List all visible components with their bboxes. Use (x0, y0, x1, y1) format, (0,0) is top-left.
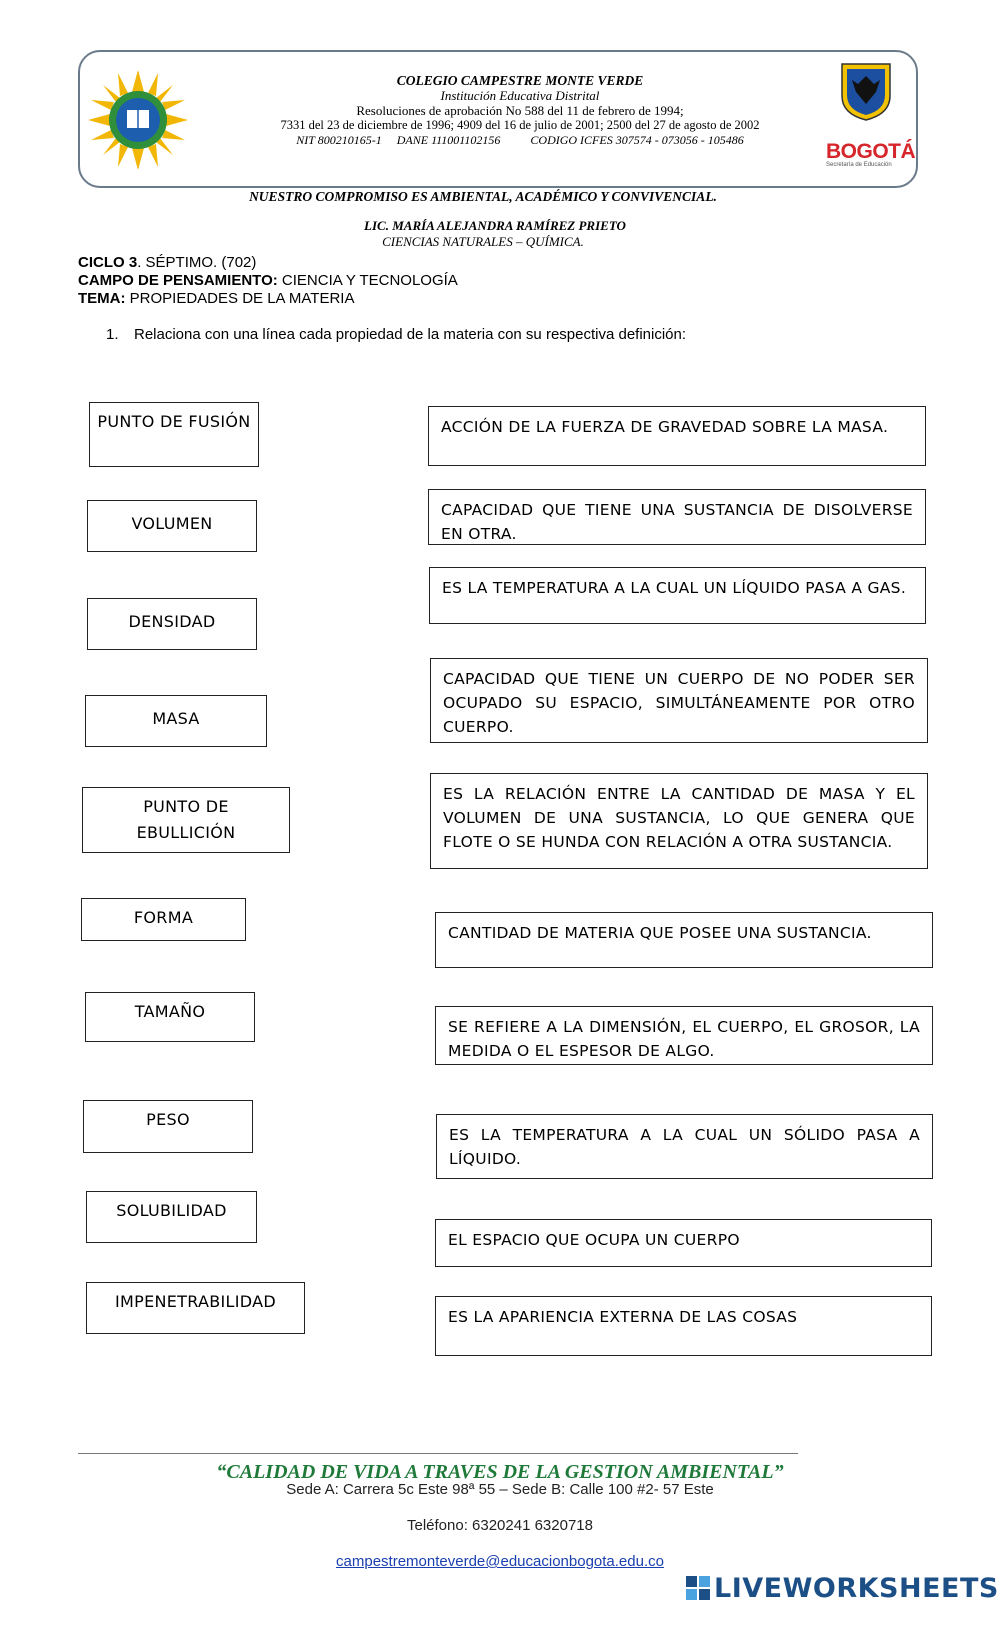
property-box-peso[interactable] (83, 1100, 253, 1153)
definition-box-4[interactable] (430, 658, 928, 743)
property-label: VOLUMEN (131, 514, 213, 533)
tema-line (78, 290, 354, 308)
definition-box-1[interactable] (428, 406, 926, 466)
footer-email-link[interactable]: campestremonteverde@educacionbogota.edu.co (336, 1553, 664, 1570)
property-box-densidad[interactable] (87, 598, 257, 650)
bogota-logo: BOGOTÁ (826, 140, 916, 163)
definition-box-6[interactable] (435, 912, 933, 968)
instruction-number: 1. (106, 326, 119, 343)
property-label: MASA (152, 709, 200, 728)
property-label: FORMA (133, 908, 194, 927)
definition-box-8[interactable] (436, 1114, 933, 1179)
property-label: IMPENETRABILIDAD (115, 1292, 276, 1311)
property-box-impenetrabilidad[interactable] (86, 1282, 305, 1334)
definition-text: ES LA APARIENCIA EXTERNA DE LAS COSAS (448, 1308, 798, 1326)
bogota-logo-subtitle: Secretaría de Educación (826, 162, 892, 168)
definition-text: EL ESPACIO QUE OCUPA UN CUERPO (448, 1231, 740, 1249)
property-box-solubilidad[interactable] (86, 1191, 257, 1243)
bogota-shield-icon (838, 60, 894, 122)
subject-name: CIENCIAS NATURALES – QUÍMICA. (382, 234, 584, 249)
school-logo (88, 70, 188, 170)
definition-text: ES LA TEMPERATURA A LA CUAL UN LÍQUIDO PASA A GAS. (442, 579, 907, 597)
liveworksheets-brand: LIVEWORKSHEETS (714, 1573, 999, 1604)
definition-text: ACCIÓN DE LA FUERZA DE GRAVEDAD SOBRE LA MASA. (441, 418, 889, 436)
ciclo-value: . SÉPTIMO. (702) (137, 254, 257, 271)
definition-text: CAPACIDAD QUE TIENE UNA SUSTANCIA DE DISOLVERSE EN OTRA. (441, 501, 913, 543)
definition-text: ES LA TEMPERATURA A LA CUAL UN SÓLIDO PASA A LÍQUIDO. (449, 1126, 920, 1168)
footer-slogan: “CALIDAD DE VIDA A TRAVES DE LA GESTION AMBIENTAL” (216, 1461, 784, 1483)
definition-box-2[interactable] (428, 489, 926, 545)
ciclo-label: CICLO 3 (78, 254, 138, 271)
property-box-punto-de-ebullicion[interactable] (82, 787, 290, 853)
resolution-line-2: 7331 del 23 de diciembre de 1996; 4909 del 16 de julio de 2001; 2500 del 27 de agosto de 2002 (280, 118, 760, 132)
property-box-volumen[interactable] (87, 500, 257, 552)
property-label: SOLUBILIDAD (116, 1201, 227, 1220)
definition-box-3[interactable] (429, 567, 926, 624)
definition-box-9[interactable] (435, 1219, 932, 1267)
teacher-name: LIC. MARÍA ALEJANDRA RAMÍREZ PRIETO (364, 218, 626, 233)
footer-email-row (0, 1553, 1000, 1570)
property-box-punto-de-fusion[interactable] (89, 402, 259, 467)
definition-text: CANTIDAD DE MATERIA QUE POSEE UNA SUSTANCIA. (448, 924, 872, 942)
footer-phone: Teléfono: 6320241 6320718 (406, 1517, 593, 1534)
tema-label: TEMA: (78, 290, 126, 307)
property-label: TAMAÑO (134, 1002, 206, 1021)
school-name: COLEGIO CAMPESTRE MONTE VERDE (396, 73, 644, 88)
footer-address: Sede A: Carrera 5c Este 98ª 55 – Sede B: Calle 100 #2- 57 Este (286, 1481, 714, 1498)
campo-label: CAMPO DE PENSAMIENTO: (78, 272, 278, 289)
footer-divider (78, 1453, 798, 1454)
campo-line (78, 272, 458, 290)
resolution-line-1: Resoluciones de aprobación No 588 del 11 de febrero de 1994; (356, 103, 684, 118)
school-subtitle: Institución Educativa Distrital (440, 88, 600, 103)
definition-box-5[interactable] (430, 773, 928, 869)
instruction-text: Relaciona con una línea cada propiedad de la materia con su respectiva definición: (134, 326, 687, 343)
definition-box-10[interactable] (435, 1296, 932, 1356)
property-box-masa[interactable] (85, 695, 267, 747)
property-label: DENSIDAD (128, 612, 216, 631)
tema-value: PROPIEDADES DE LA MATERIA (125, 290, 355, 307)
property-label: PUNTO DE EBULLICIÓN (136, 797, 236, 842)
commitment-line: NUESTRO COMPROMISO ES AMBIENTAL, ACADÉMICO Y CONVIVENCIAL. (249, 189, 717, 204)
property-box-tamano[interactable] (85, 992, 255, 1042)
property-label: PUNTO DE FUSIÓN (97, 412, 251, 431)
school-codes: NIT 800210165-1 DANE 111001102156 CODIGO ICFES 307574 - 073056 - 105486 (296, 133, 744, 147)
property-box-forma[interactable] (81, 898, 246, 941)
definition-text: ES LA RELACIÓN ENTRE LA CANTIDAD DE MASA Y EL VOLUMEN DE UNA SUSTANCIA, LO QUE GENERA QUE FLOTE O SE HUNDA CON RELACIÓN A OTRA SUSTANCIA. (443, 785, 915, 851)
ciclo-line (78, 254, 256, 272)
liveworksheets-logo-icon (686, 1576, 710, 1600)
definition-box-7[interactable] (435, 1006, 933, 1065)
property-label: PESO (146, 1110, 190, 1129)
definition-text: CAPACIDAD QUE TIENE UN CUERPO DE NO PODER SER OCUPADO SU ESPACIO, SIMULTÁNEAMENTE POR OTRO CUERPO. (443, 670, 915, 736)
campo-value: CIENCIA Y TECNOLOGÍA (277, 272, 458, 289)
definition-text: SE REFIERE A LA DIMENSIÓN, EL CUERPO, EL GROSOR, LA MEDIDA O EL ESPESOR DE ALGO. (448, 1018, 920, 1060)
